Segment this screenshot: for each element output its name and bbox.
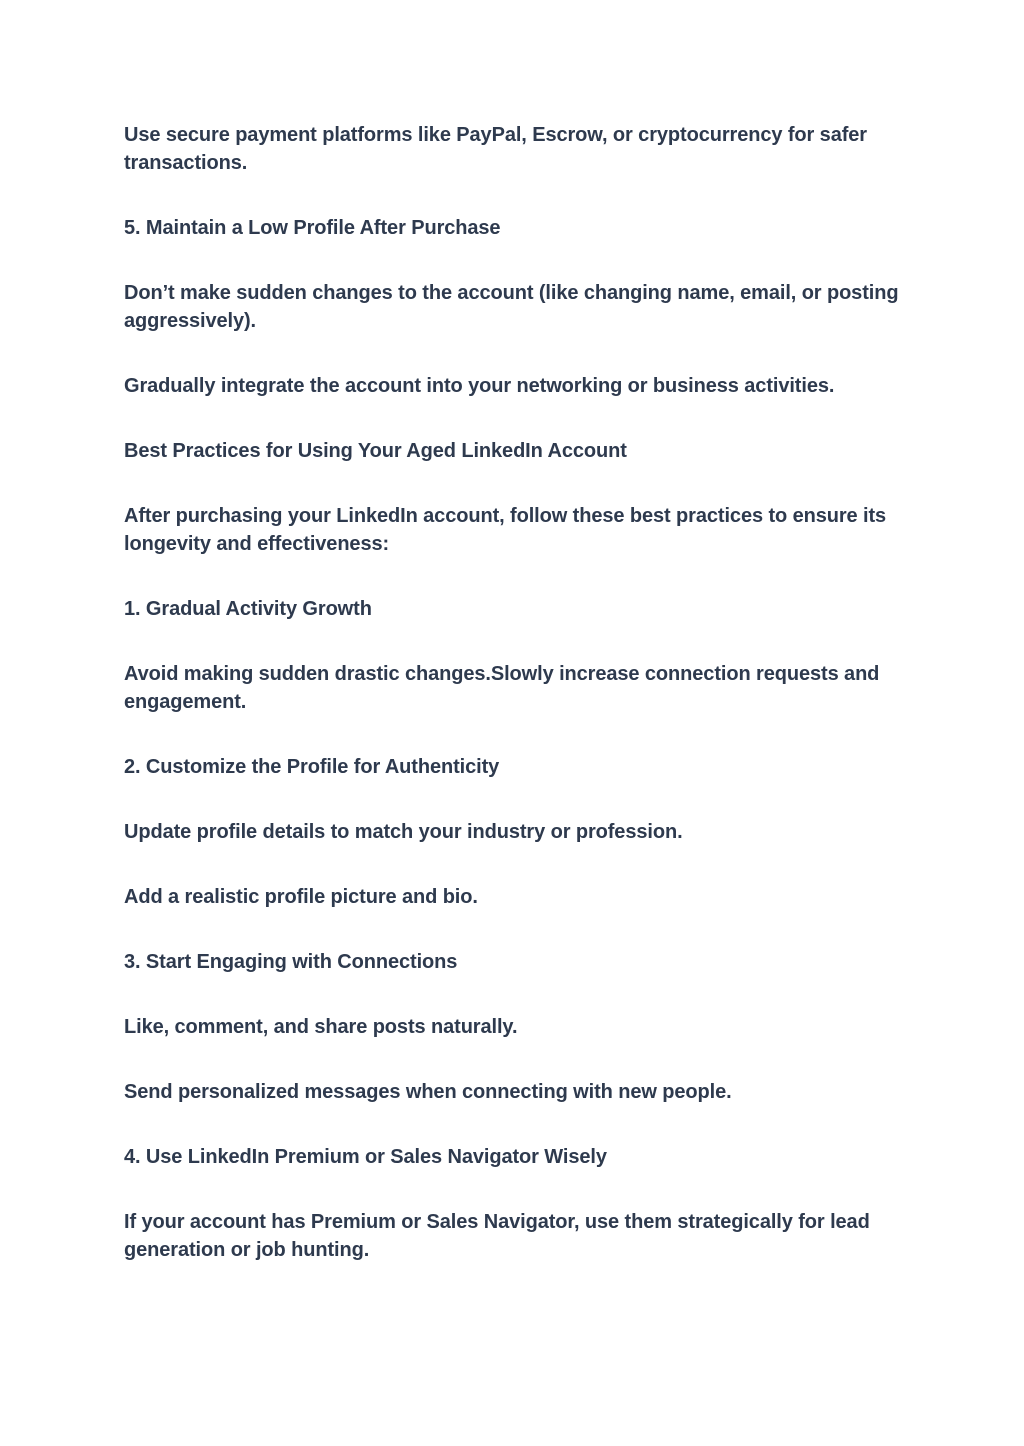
paragraph-best-practices-intro: After purchasing your LinkedIn account, follow these best practices to ensure its longevity and effectiveness: — [124, 505, 887, 555]
heading-customize-profile: 2. Customize the Profile for Authenticity — [124, 756, 500, 778]
document-page — [124, 121, 899, 1301]
paragraph-secure-payment: Use secure payment platforms like PayPal, Escrow, or cryptocurrency for safer transactions. — [124, 124, 867, 174]
paragraph-no-sudden-changes: Don’t make sudden changes to the account (like changing name, email, or posting aggressively). — [124, 282, 899, 332]
heading-engaging-connections: 3. Start Engaging with Connections — [124, 951, 458, 973]
paragraph-personalized-messages: Send personalized messages when connecting with new people. — [124, 1081, 732, 1103]
paragraph-like-comment-share: Like, comment, and share posts naturally. — [124, 1016, 518, 1038]
heading-best-practices: Best Practices for Using Your Aged LinkedIn Account — [124, 440, 627, 462]
paragraph-gradual-integration: Gradually integrate the account into your networking or business activities. — [124, 375, 835, 397]
heading-low-profile: 5. Maintain a Low Profile After Purchase — [124, 217, 501, 239]
paragraph-update-profile: Update profile details to match your industry or profession. — [124, 821, 683, 843]
heading-premium-navigator: 4. Use LinkedIn Premium or Sales Navigator Wisely — [124, 1146, 607, 1168]
heading-gradual-activity: 1. Gradual Activity Growth — [124, 598, 372, 620]
paragraph-add-picture: Add a realistic profile picture and bio. — [124, 886, 478, 908]
paragraph-avoid-drastic-changes: Avoid making sudden drastic changes.Slowly increase connection requests and engagement. — [124, 663, 880, 713]
paragraph-premium-usage: If your account has Premium or Sales Navigator, use them strategically for lead generation or job hunting. — [124, 1211, 870, 1261]
